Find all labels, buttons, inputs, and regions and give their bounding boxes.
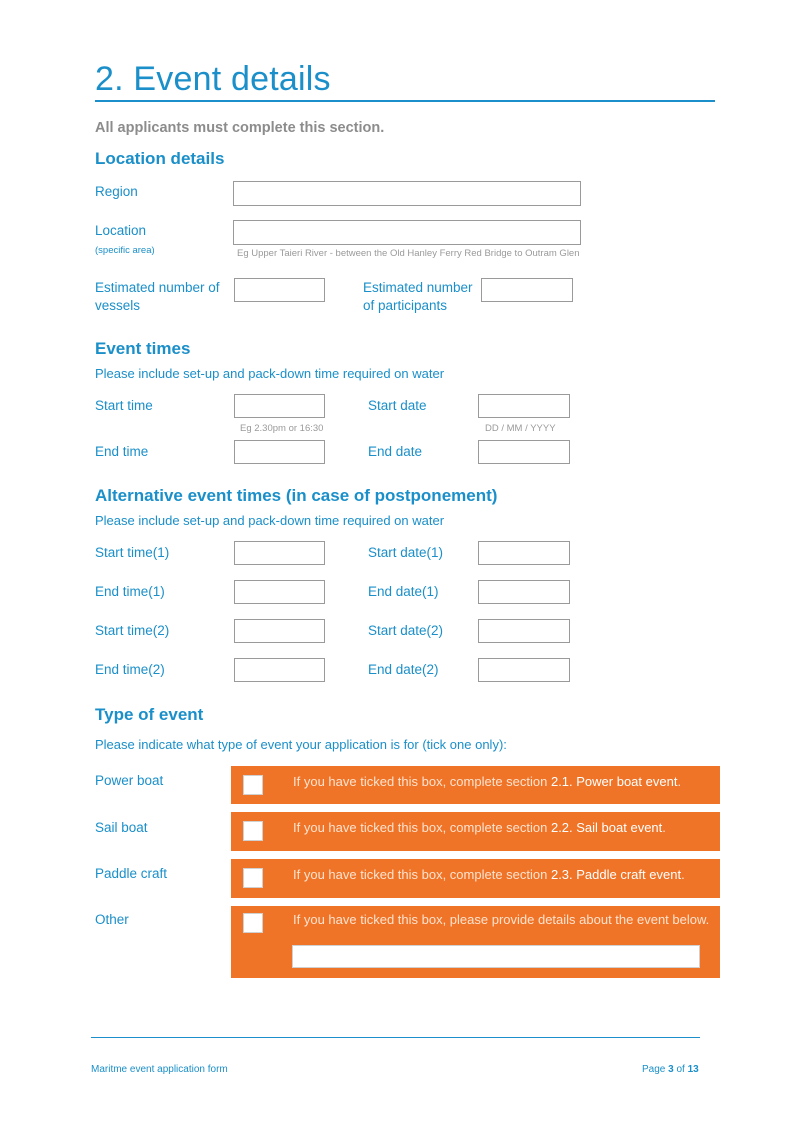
power-boat-instruction: If you have ticked this box, complete section 2.1. Power boat event.: [293, 774, 682, 789]
page-title: 2. Event details: [95, 60, 331, 98]
start-time-input[interactable]: [234, 394, 325, 418]
other-checkbox[interactable]: [243, 913, 263, 933]
event-times-title: Event times: [95, 339, 191, 358]
paddle-craft-option-panel: [231, 859, 720, 898]
alt-end-date-1-input[interactable]: [478, 580, 570, 604]
alt-times-title: Alternative event times (in case of postponement): [95, 486, 498, 505]
alt-end-time-2-label: End time(2): [95, 662, 165, 677]
vessels-label-line-2: vessels: [95, 298, 141, 313]
event-type-title: Type of event: [95, 705, 204, 724]
start-date-label: Start date: [368, 398, 427, 413]
sail-boat-option-panel: [231, 812, 720, 851]
paddle-craft-section-ref: 2.3. Paddle craft event: [550, 867, 682, 882]
location-section-title: Location details: [95, 149, 225, 168]
participants-label-line-2: of participants: [363, 298, 448, 313]
vessels-label-line-1: Estimated number of: [95, 280, 220, 295]
location-sublabel: (specific area): [95, 245, 155, 256]
other-details-input[interactable]: [292, 945, 700, 968]
alt-start-date-1-input[interactable]: [478, 541, 570, 565]
vessels-input[interactable]: [234, 278, 325, 302]
sail-boat-checkbox[interactable]: [243, 821, 263, 841]
alt-start-time-1-label: Start time(1): [95, 545, 170, 560]
paddle-craft-instruction: If you have ticked this box, complete section 2.3. Paddle craft event.: [293, 867, 685, 882]
sail-boat-label: Sail boat: [95, 820, 148, 835]
date-hint: DD / MM / YYYY: [485, 423, 556, 434]
power-boat-option-panel: [231, 766, 720, 804]
region-label: Region: [95, 184, 138, 199]
other-label: Other: [95, 912, 129, 927]
alt-start-date-2-label: Start date(2): [368, 623, 444, 638]
location-hint: Eg Upper Taieri River - between the Old Hanley Ferry Red Bridge to Outram Glen: [237, 248, 580, 259]
location-label: Location: [95, 223, 147, 238]
alt-start-date-2-input[interactable]: [478, 619, 570, 643]
power-boat-checkbox[interactable]: [243, 775, 263, 795]
sail-boat-section-ref: 2.2. Sail boat event: [550, 820, 663, 835]
participants-input[interactable]: [481, 278, 573, 302]
start-date-input[interactable]: [478, 394, 570, 418]
location-input[interactable]: [233, 220, 581, 245]
end-time-label: End time: [95, 444, 149, 459]
alt-end-date-1-label: End date(1): [368, 584, 439, 599]
sail-boat-instruction: If you have ticked this box, complete section 2.2. Sail boat event.: [293, 820, 666, 835]
alt-end-time-1-input[interactable]: [234, 580, 325, 604]
title-divider: [95, 100, 715, 102]
footer-divider: [91, 1037, 700, 1038]
other-option-panel: [231, 906, 720, 978]
power-boat-label: Power boat: [95, 773, 164, 788]
footer-form-title: Maritme event application form: [91, 1064, 228, 1075]
start-time-label: Start time: [95, 398, 153, 413]
alt-end-date-2-label: End date(2): [368, 662, 439, 677]
alt-times-subtitle: Please include set-up and pack-down time required on water: [95, 513, 445, 528]
other-instruction: If you have ticked this box, please provide details about the event below.: [293, 912, 710, 927]
alt-start-date-1-label: Start date(1): [368, 545, 444, 560]
alt-start-time-2-input[interactable]: [234, 619, 325, 643]
paddle-craft-label: Paddle craft: [95, 866, 168, 881]
alt-end-time-2-input[interactable]: [234, 658, 325, 682]
power-boat-section-ref: 2.1. Power boat event: [550, 774, 678, 789]
footer-page-number: Page 3 of 13: [642, 1064, 699, 1075]
alt-end-time-1-label: End time(1): [95, 584, 165, 599]
end-date-label: End date: [368, 444, 423, 459]
participants-label-line-1: Estimated number: [363, 280, 473, 295]
end-time-input[interactable]: [234, 440, 325, 464]
event-times-subtitle: Please include set-up and pack-down time required on water: [95, 366, 445, 381]
alt-end-date-2-input[interactable]: [478, 658, 570, 682]
alt-start-time-1-input[interactable]: [234, 541, 325, 565]
event-type-subtitle: Please indicate what type of event your application is for (tick one only):: [95, 737, 507, 752]
alt-start-time-2-label: Start time(2): [95, 623, 170, 638]
intro-text: All applicants must complete this section.: [95, 120, 385, 136]
paddle-craft-checkbox[interactable]: [243, 868, 263, 888]
time-hint: Eg 2.30pm or 16:30: [240, 423, 324, 434]
region-input[interactable]: [233, 181, 581, 206]
end-date-input[interactable]: [478, 440, 570, 464]
